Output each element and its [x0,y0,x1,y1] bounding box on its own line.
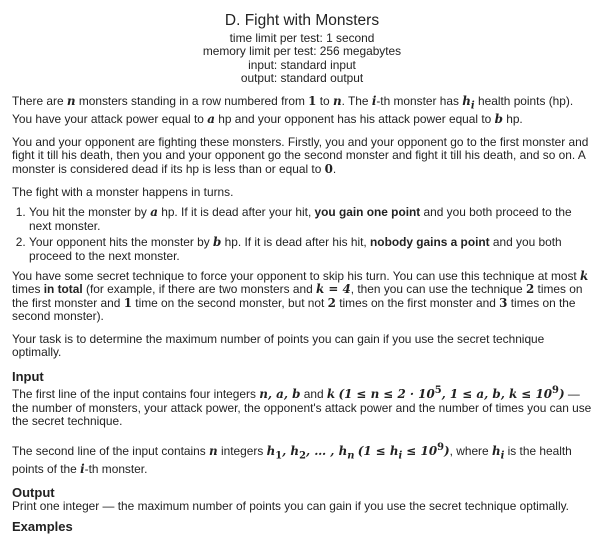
problem-header [12,11,592,85]
list-item: 1. You hit the monster by a hp. If it is dead after your hit, you gain one point and you both proceed to the next monster. [29,206,592,233]
memory-limit: memory limit per test: 256 megabytes [202,44,402,59]
output-paragraph-1: Print one integer — the maximum number of points you can gain if you use the secret technique optimally. [12,499,569,514]
statement-paragraph-3: The fight with a monster happens in turns. [12,184,234,199]
input-paragraph-2: The second line of the input contains n integers $h_1$, $h_2$, … , $h_n$ $(1 \le h_i \le 10^9)$, where $h_i$ is the health points of the i-th monster. [12,441,572,476]
statement-paragraph-2: You and your opponent are fighting these monsters. Firstly, you and your opponent go to the first monster and fight it till his death, then you and your opponent go the second monster and fight it till his death, and so on. A monster is considered dead if its hp is less than or equal to 0. [12,134,589,176]
statement-paragraph-5: Your task is to determine the maximum number of points you can gain if you use the secret technique optimally. [12,331,545,360]
problem-statement [12,10,592,534]
input-spec: input: standard input [248,57,356,72]
output-spec: output: standard output [240,70,364,85]
examples-heading: Examples [12,518,73,534]
statement-paragraph-1: There are n monsters standing in a row numbered from 1 to n. The i-th monster has $h_i$ health points (hp). You have your attack power equal to a hp and your opponent has his attack power equal to b hp. [12,94,574,127]
turn-list [12,206,592,263]
statement-paragraph-4: You have some secret technique to force your opponent to skip his turn. You can use this technique at most k times in total (for example, if there are two monsters and k = 4, then you can use the technique 2 times on the first monster and 1 time on the second monster, but not 2 times on the first monster and 3 times on the second monster). [12,268,589,324]
problem-title: D. Fight with Monsters [224,12,380,29]
input-heading: Input [12,369,44,385]
output-heading: Output [12,485,55,501]
time-limit: time limit per test: 1 second [229,31,375,45]
list-item: 2. Your opponent hits the monster by b hp. If it is dead after his hit, nobody gains a point and you both proceed to the next monster. [29,236,592,263]
input-paragraph-1: The first line of the input contains four integers n, a, b and k ($1 \le n \le 2 \cdot 10^5$, 1 ≤ a, b, $k \le 10^9$) — the number of monsters, your attack power, the opponent's attack power and the number of times you can use the secret technique. [12,385,592,429]
